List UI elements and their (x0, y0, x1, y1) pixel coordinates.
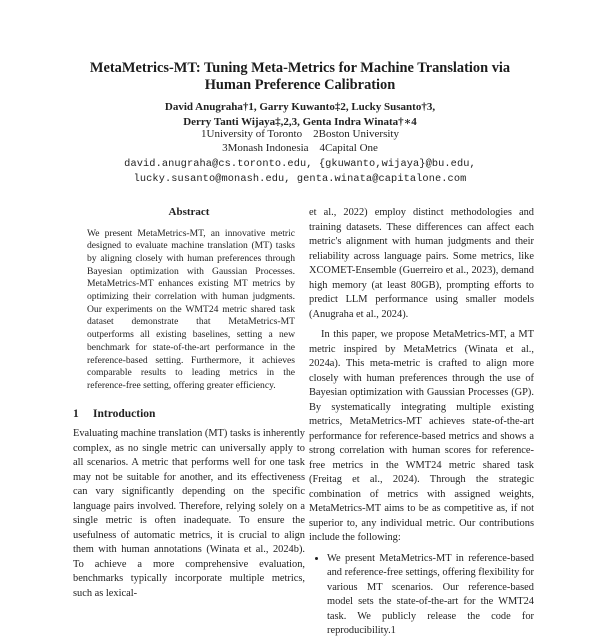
authors-line-1: David Anugraha†1, Garry Kuwanto‡2, Lucky Susanto†3, (164, 101, 436, 113)
intro-paragraph-continued: et al., 2022) employ distinct methodologies and training datasets. These differences can affect each metric's alignment with human judgments and their reliability across language pairs. Some metrics, like XCOMET-Ensemble (Guerreiro et al., 2023), demand high memory (at least 80GB), prompting efforts to predict LLM performance using smaller models (Anugraha et al., 2024). (309, 207, 534, 320)
abstract-heading: Abstract (168, 206, 210, 218)
abstract-text: We present MetaMetrics-MT, an innovative metric designed to evaluate machine translation (MT) tasks by aligning closely with human preferences through Bayesian optimization with Gaussian Processes. MetaMetrics-MT enhances existing MT metrics by optimizing their correlation with human judgments. Our experiments on the WMT24 metric shared task dataset demonstrate that MetaMetrics-MT outperforms all existing baselines, setting a new benchmark for state-of-the-art performance in the reference-based setting. Furthermore, it achieves comparable results to leading metrics in the reference-free setting, offering greater efficiency. (87, 227, 295, 391)
paper-title (40, 60, 560, 94)
email-line-1: david.anugraha@cs.toronto.edu, {gkuwanto,wijaya}@bu.edu, (124, 158, 476, 170)
affiliation-line-1: 1University of Toronto 2Boston University (201, 128, 399, 140)
section-heading-introduction (73, 407, 305, 422)
title-line-1: MetaMetrics-MT: Tuning Meta-Metrics for Machine Translation via (89, 60, 511, 76)
title-line-2: Human Preference Calibration (204, 77, 396, 93)
intro-paragraph-2: In this paper, we propose MetaMetrics-MT, a MT metric inspired by MetaMetrics (Winata et al., 2024a). This meta-metric is crafted to align more closely with human preferences through the use of Bayesian optimization with Gaussian Processes (GP). By systematically integrating multiple existing metrics, MetaMetrics-MT achieves state-of-the-art performance for reference-based metrics and shows a strong correlation with human scores for reference-free metrics in the WMT24 metric shared task (Freitag et al., 2024). Through the strategic combination of metrics with assigned weights, MetaMetrics-MT aims to be as competitive as, if not superior to, any individual metric. Our contributions include the following: (309, 329, 534, 543)
affiliation-line-2: 3Monash Indonesia 4Capital One (222, 142, 378, 154)
right-column (309, 206, 534, 639)
email-line-2: lucky.susanto@monash.edu, genta.winata@capitalone.com (133, 172, 467, 185)
emails (40, 157, 560, 186)
author-list (40, 100, 560, 129)
left-column (73, 205, 305, 601)
authors-line-2: Derry Tanti Wijaya‡,2,3, Genta Indra Winata†∗4 (183, 115, 417, 128)
section-number: 1 (73, 407, 79, 420)
affiliations (40, 127, 560, 155)
contributions-list (309, 552, 534, 639)
section-title: Introduction (93, 407, 156, 420)
intro-paragraph-1: Evaluating machine translation (MT) tasks is inherently complex, as no single metric can universally apply to all scenarios. A metric that performs well for one task may not be suitable for another, and its effectiveness can vary significantly depending on the specific language pairs involved. Therefore, relying solely on a single metric is often inadequate. To ensure the usefulness of automatic metrics, it is crucial to align them with human annotations (Winata et al., 2024b). To achieve a more comprehensive evaluation, benchmarks typically incorporate multiple metrics, such as lexical- (73, 428, 305, 599)
contribution-item: • We present MetaMetrics-MT in reference-based and reference-free settings, offering flexibility for various MT scenarios. Our reference-based model sets the state-of-the-art for the WMT24 task. We publicly release the code for reproducibility.1 (327, 552, 534, 639)
